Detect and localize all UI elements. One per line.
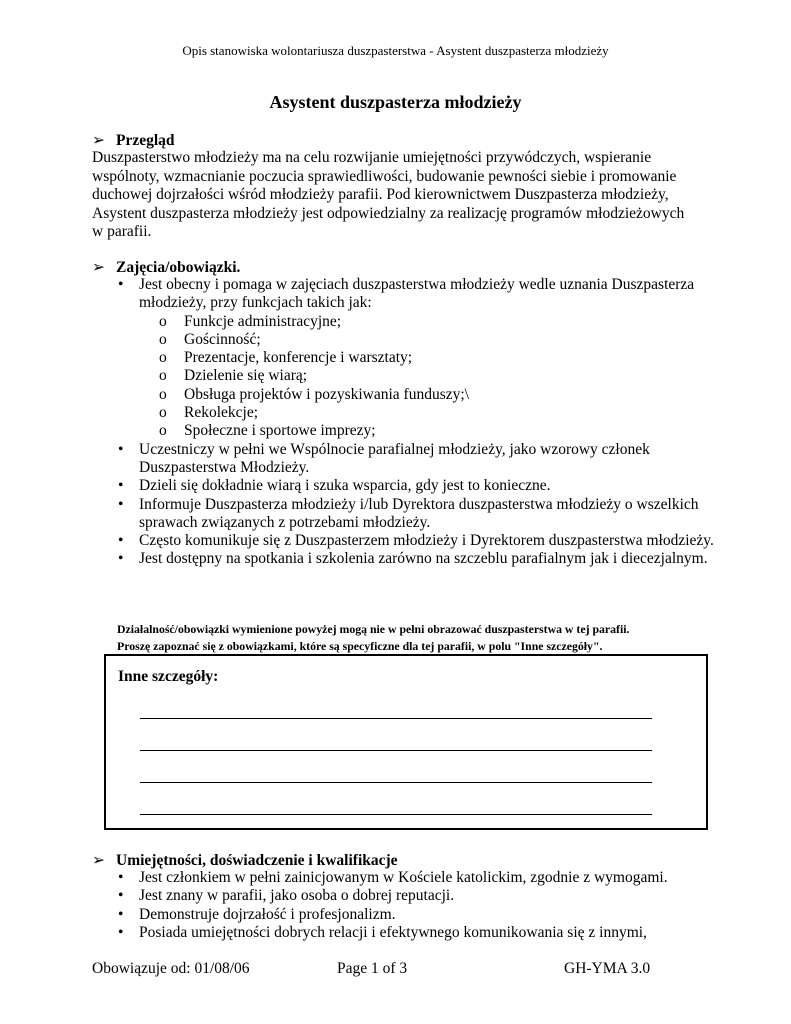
- arrow-bullet-icon: ➢: [92, 852, 105, 869]
- list-item: [118, 276, 718, 441]
- overview-line: Duszpasterstwo młodzieży ma na celu rozwijanie umiejętności przywódczych, wspieranie: [92, 149, 652, 166]
- skill-text: Posiada umiejętności dobrych relacji i efektywnego komunikowania się z innymi,: [139, 923, 647, 941]
- sublist-item-text: Obsługa projektów i pozyskiwania funduszy;\: [184, 385, 469, 403]
- bullet-icon: •: [118, 905, 124, 923]
- blank-line: [140, 718, 652, 719]
- section-heading-duties: [92, 258, 240, 277]
- bullet-icon: •: [118, 923, 124, 941]
- duty-text: Często komunikuje się z Duszpasterzem młodzieży i Dyrektorem duszpasterstwa młodzieży.: [139, 532, 714, 550]
- list-item: [118, 532, 718, 550]
- skills-list: [118, 869, 718, 942]
- skill-text: Demonstruje dojrzałość i profesjonalizm.: [139, 905, 396, 923]
- duty-text: Jest dostępny na spotkania i szkolenia zarówno na szczeblu parafialnym jak i diecezjalnym.: [139, 550, 708, 568]
- blank-line: [140, 814, 652, 815]
- skills-heading-label: Umiejętności, doświadczenie i kwalifikacje: [116, 852, 398, 869]
- duty-text: Dzieli się dokładnie wiarą i szuka wsparcia, gdy jest to konieczne.: [139, 477, 551, 495]
- bullet-icon: •: [118, 550, 124, 568]
- circle-bullet-icon: o: [159, 385, 167, 403]
- list-item: [118, 477, 718, 495]
- bullet-icon: •: [118, 887, 124, 905]
- duties-list: [118, 276, 718, 569]
- bullet-icon: •: [118, 869, 124, 886]
- arrow-bullet-icon: ➢: [92, 132, 105, 149]
- other-details-box: [104, 654, 708, 830]
- sublist-item: [159, 349, 718, 367]
- footer-page-number: Page 1 of 3: [337, 960, 408, 977]
- sublist-item: [159, 313, 718, 331]
- duty-text: Jest obecny i pomaga w zajęciach duszpasterstwa młodzieży wedle uznania Duszpasterza młodzieży, przy funkcjach takich jak:: [139, 276, 695, 312]
- list-item: [118, 887, 718, 905]
- sublist-item: [159, 367, 718, 385]
- bullet-icon: •: [118, 532, 124, 550]
- bullet-icon: •: [118, 495, 124, 513]
- note-line: Proszę zapoznać się z obowiązkami, które są specyficzne dla tej parafii, w polu "Inne szczegóły".: [117, 638, 603, 653]
- sublist-item: [159, 422, 718, 440]
- sublist-item-text: Prezentacje, konferencje i warsztaty;: [184, 349, 413, 367]
- overview-line: Asystent duszpasterza młodzieży jest odpowiedzialny za realizację programów młodzieżowych: [92, 204, 685, 222]
- list-item: [118, 550, 718, 568]
- sublist-item-text: Dzielenie się wiarą;: [184, 367, 308, 385]
- sublist-item-text: Rekolekcje;: [184, 404, 259, 422]
- list-item: [118, 441, 718, 478]
- other-details-label: Inne szczegóły:: [118, 668, 219, 685]
- duty-sublist: [139, 313, 718, 441]
- list-item: [118, 869, 718, 887]
- section-heading-skills: [92, 851, 398, 870]
- section-heading-overview: [92, 131, 175, 150]
- overview-paragraph: [92, 149, 712, 242]
- bullet-icon: •: [118, 477, 124, 495]
- circle-bullet-icon: o: [159, 330, 167, 348]
- circle-bullet-icon: o: [159, 404, 167, 422]
- blank-line: [140, 750, 652, 751]
- arrow-bullet-icon: ➢: [92, 259, 105, 276]
- sublist-item: [159, 386, 718, 404]
- page-title: Asystent duszpasterza młodzieży: [269, 92, 522, 112]
- duty-text: Informuje Duszpasterza młodzieży i/lub Dyrektora duszpasterstwa młodzieży o wszelkich sprawach związanych z potrzebami młodzieży.: [139, 495, 699, 531]
- circle-bullet-icon: o: [159, 422, 167, 440]
- sublist-item-text: Społeczne i sportowe imprezy;: [184, 422, 376, 440]
- sublist-item-text: Gościnność;: [184, 330, 261, 348]
- circle-bullet-icon: o: [159, 312, 167, 330]
- duty-text: Uczestniczy w pełni we Wspólnocie parafialnej młodzieży, jako wzorowy członek Duszpasterstwa Młodzieży.: [139, 440, 650, 476]
- skill-text: Jest członkiem w pełni zainicjowanym w Kościele katolickim, zgodnie z wymogami.: [139, 869, 668, 886]
- duties-heading-label: Zajęcia/obowiązki.: [116, 259, 241, 276]
- overview-heading-label: Przegląd: [116, 132, 175, 149]
- sublist-item-text: Funkcje administracyjne;: [184, 312, 342, 330]
- overview-line: duchowej dojrzałości wśród młodzieży parafii. Pod kierownictwem Duszpasterza młodzieży,: [92, 186, 669, 204]
- bullet-icon: •: [118, 276, 124, 293]
- skill-text: Jest znany w parafii, jako osoba o dobrej reputacji.: [139, 887, 455, 905]
- list-item: [118, 906, 718, 924]
- overview-line: w parafii.: [92, 223, 152, 241]
- note-line: Działalność/obowiązki wymienione powyżej mogą nie w pełni obrazować duszpasterstwa w tej parafii.: [117, 622, 630, 636]
- overview-line: wspólnoty, wzmacnianie poczucia sprawiedliwości, budowanie pewności siebie i promowanie: [92, 167, 677, 185]
- footer-document-code: GH-YMA 3.0: [564, 960, 651, 977]
- footer-effective-date: Obowiązuje od: 01/08/06: [92, 960, 250, 977]
- circle-bullet-icon: o: [159, 349, 167, 367]
- list-item: [118, 496, 718, 533]
- sublist-item: [159, 404, 718, 422]
- duties-note: [117, 621, 737, 654]
- bullet-icon: •: [118, 440, 124, 458]
- page-header: Opis stanowiska wolontariusza duszpasterstwa - Asystent duszpasterza młodzieży: [182, 43, 609, 58]
- list-item: [118, 924, 718, 942]
- blank-line: [140, 782, 652, 783]
- sublist-item: [159, 331, 718, 349]
- circle-bullet-icon: o: [159, 367, 167, 385]
